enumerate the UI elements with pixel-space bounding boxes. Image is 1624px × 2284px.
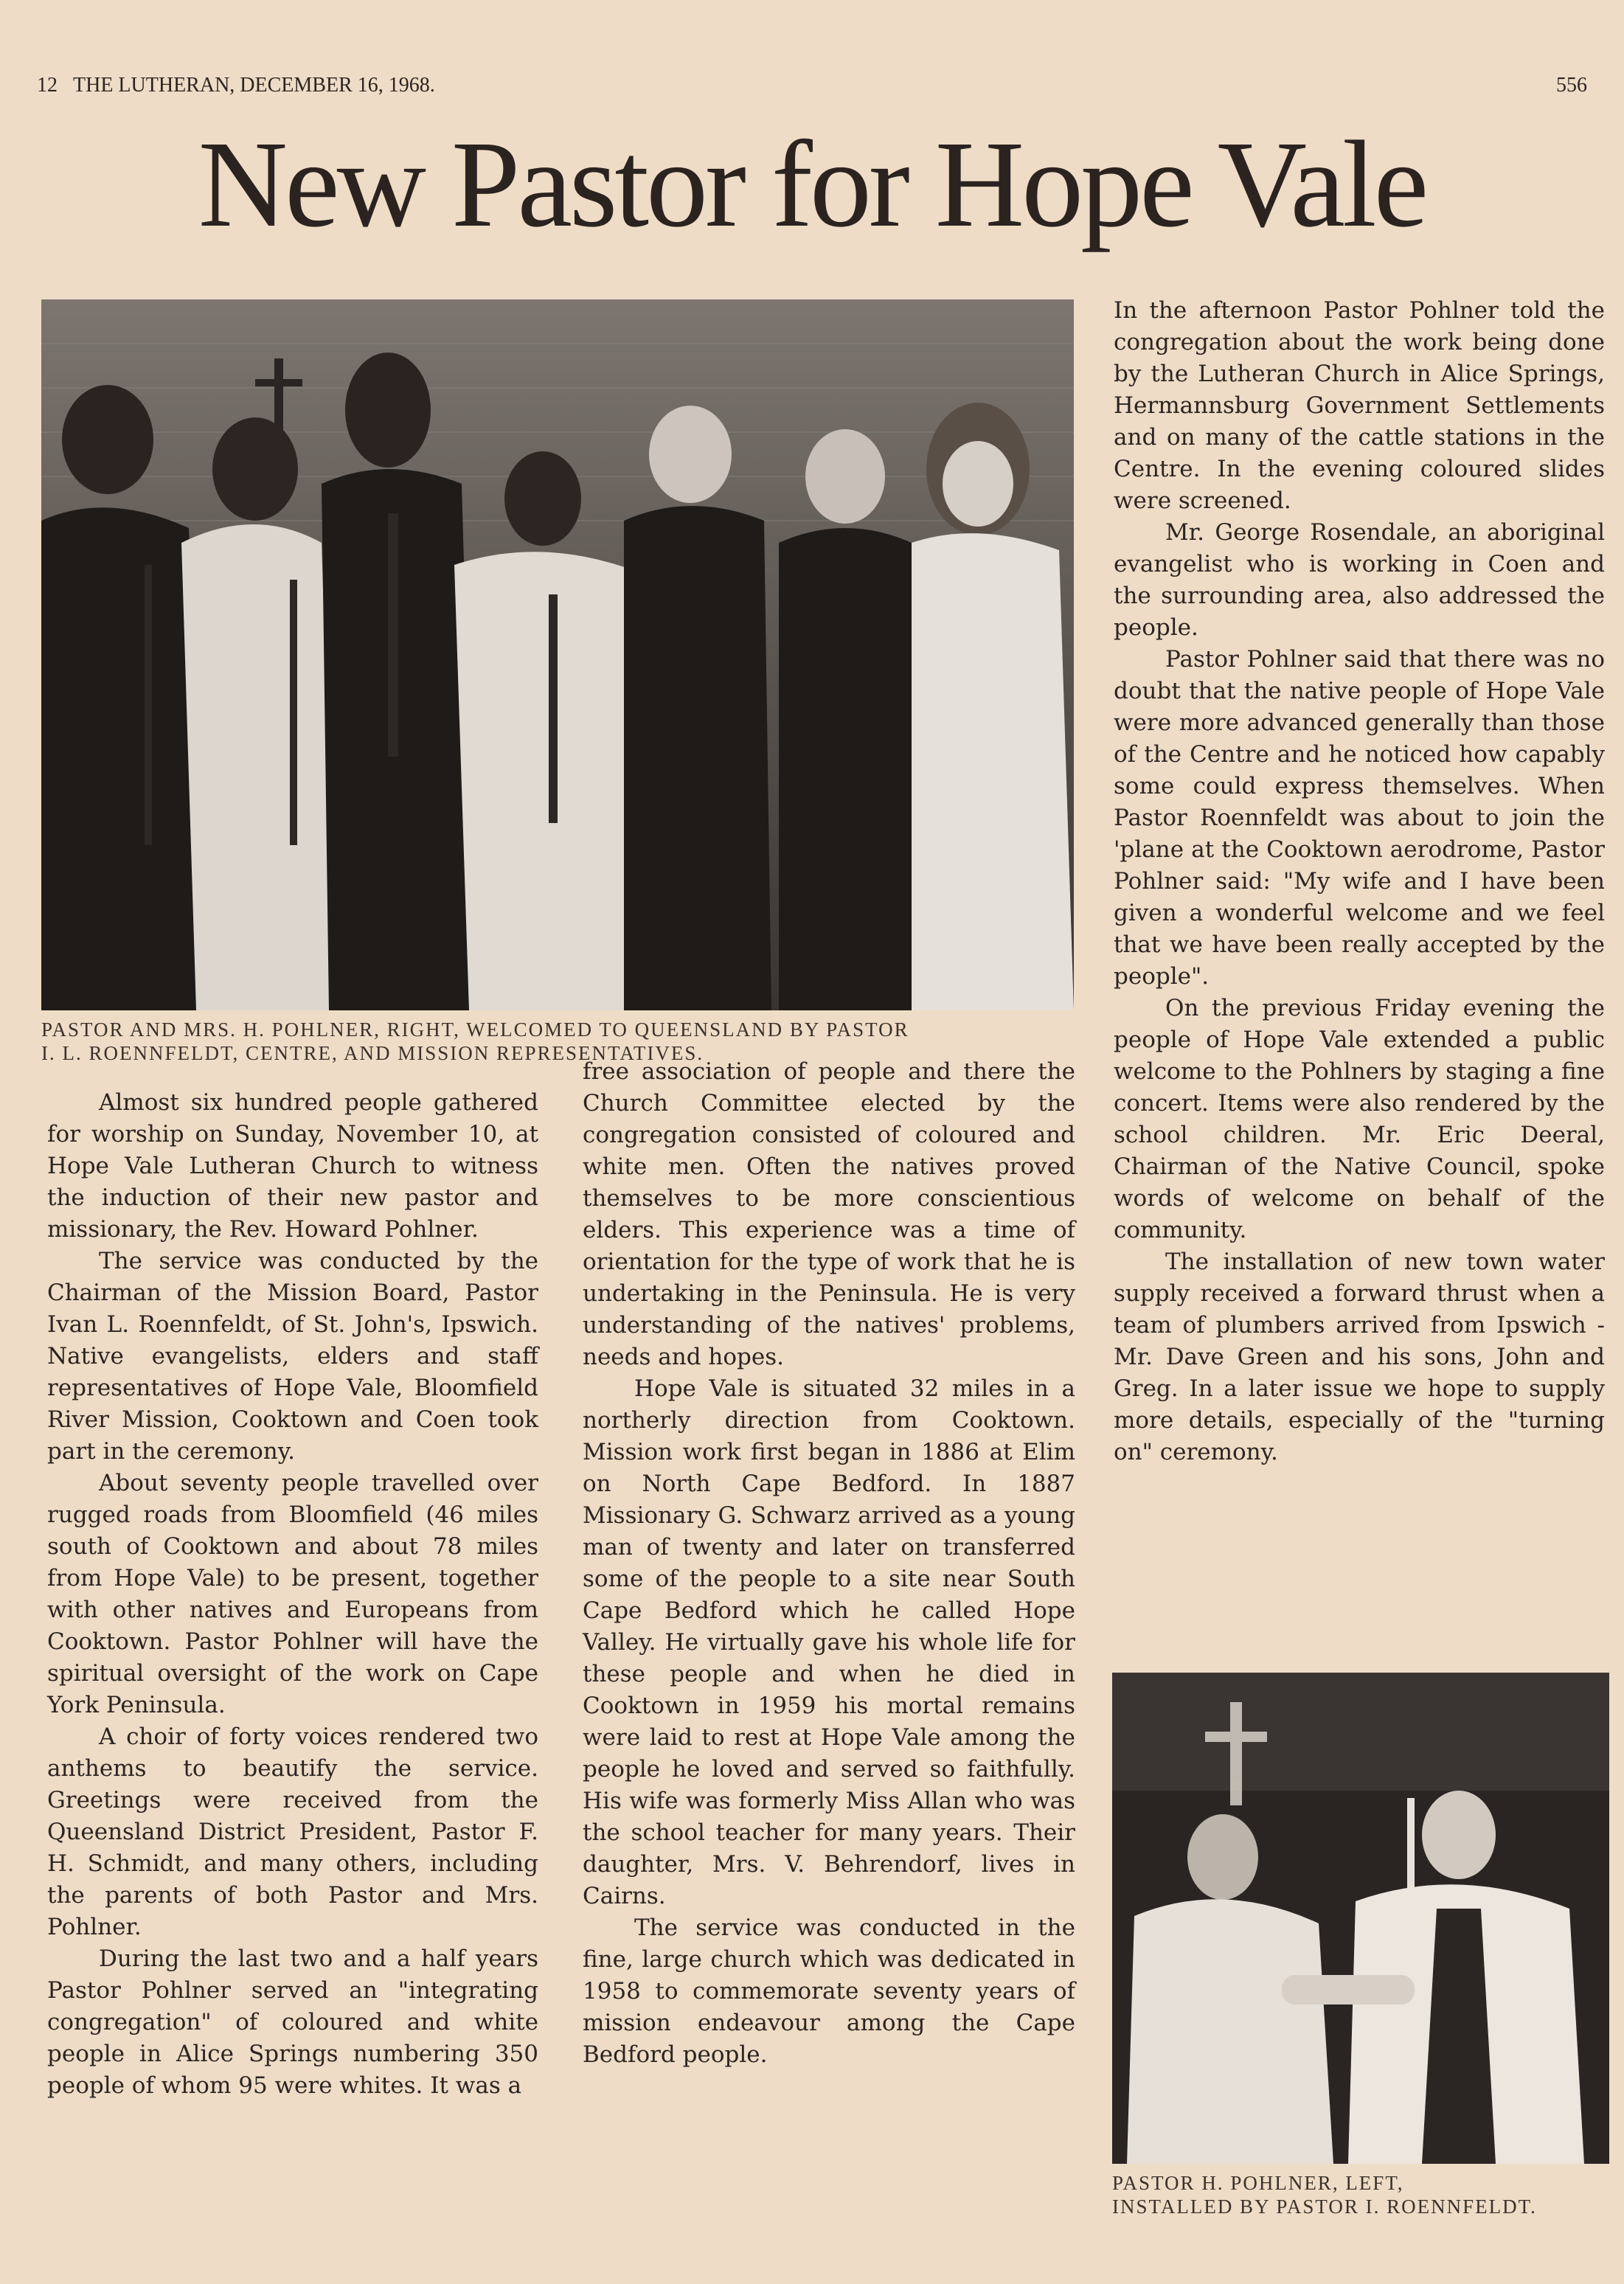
headline: New Pastor for Hope Vale — [198, 116, 1426, 253]
folio-number: 556 — [1556, 74, 1587, 97]
installation-caption-line1: PASTOR H. POHLNER, LEFT, — [1112, 2172, 1404, 2194]
article-paragraph: Hope Vale is situated 32 miles in a northerly direction from Cooktown. Mission work first began in 1886 at Elim on North Cape Bedford. In 1887 Missionary G. Schwarz arrived as a young man of twenty and later on transferred some of the people to a site near South Cape Bedford which he called Hope Valley. He virtually gave his whole life for these people and when he died in Cooktown in 1959 his mortal remains were laid to rest at Hope Vale among the people he loved and served so faithfully. His wife was formerly Miss Allan who was the school teacher for many years. Their daughter, Mrs. V. Behrendorf, lives in Cairns. — [583, 1375, 1075, 1909]
group-photo-caption-line2: I. L. ROENNFELDT, CENTRE, AND MISSION REPRESENTATIVES. — [41, 1042, 704, 1064]
article-paragraph: About seventy people travelled over rugged roads from Bloomfield (46 miles south of Cooktown and about 78 miles from Hope Vale) to be present, together with other natives and Europeans from Cooktown. Pastor Pohlner will have the spiritual oversight of the work on Cape York Peninsula. — [47, 1470, 538, 1718]
article-paragraph: A choir of forty voices rendered two anthems to beautify the service. Greetings were received from the Queensland District President, Pastor F. H. Schmidt, and many others, including the parents of both Pastor and Mrs. Pohlner. — [47, 1724, 538, 1940]
installation-photo-caption — [1112, 2171, 1609, 2218]
article-column-1 — [47, 1087, 538, 2102]
article-paragraph: The installation of new town water supply received a forward thrust when a team of plumbers arrived from Ipswich - Mr. Dave Green and his sons, John and Greg. In a later issue we hope to supply more details, especially of the "turning on" ceremony. — [1114, 1249, 1605, 1465]
page-number: 12 — [37, 74, 58, 97]
article-paragraph: The service was conducted by the Chairman of the Mission Board, Pastor Ivan L. Roennfeldt, of St. John's, Ipswich. Native evangelists, elders and staff representatives of Hope Vale, Bloomfield River Mission, Cooktown and Coen took part in the ceremony. — [47, 1248, 538, 1465]
running-header — [37, 74, 1587, 103]
installation-photo — [1112, 1673, 1609, 2164]
article-column-2 — [583, 1056, 1075, 2071]
installation-caption-line2: INSTALLED BY PASTOR I. ROENNFELDT. — [1112, 2196, 1537, 2218]
installation-photo-image — [1112, 1673, 1609, 2164]
article-paragraph: Mr. George Rosendale, an aboriginal evangelist who is working in Coen and the surrounding area, also addressed the people. — [1114, 519, 1605, 641]
article-paragraph: Pastor Pohlner said that there was no doubt that the native people of Hope Vale were more advanced generally than those of the Centre and he noticed how capably some could express themselves. When Pastor Roennfeldt was about to join the 'plane at the Cooktown aerodrome, Pastor Pohlner said: "My wife and I have been given a wonderful welcome and we feel that we have been really accepted by the people". — [1114, 646, 1605, 990]
article-column-3 — [1114, 295, 1605, 1468]
article-paragraph-continued: free association of people and there the Church Committee elected by the congregation consisted of coloured and white men. Often the natives proved themselves to be more conscientious elders. This experience was a time of orientation for the type of work that he is undertaking in the Peninsula. He is very understanding of the natives' problems, needs and hopes. — [583, 1058, 1075, 1370]
article-paragraph: Almost six hundred people gathered for worship on Sunday, November 10, at Hope Vale Lutheran Church to witness the induction of their new pastor and missionary, the Rev. Howard Pohlner. — [47, 1089, 538, 1243]
group-photo — [41, 299, 1074, 1010]
header-left — [37, 74, 435, 97]
article-paragraph: During the last two and a half years Pastor Pohlner served an "integrating congregation" of coloured and white people in Alice Springs numbering 350 people of whom 95 were whites. It was a — [47, 1945, 538, 2099]
article-paragraph: On the previous Friday evening the people of Hope Vale extended a public welcome to the Pohlners by staging a fine concert. Items were also rendered by the school children. Mr. Eric Deeral, Chairman of the Native Council, spoke words of welcome on behalf of the community. — [1114, 995, 1605, 1243]
publication-line: THE LUTHERAN, DECEMBER 16, 1968. — [73, 74, 435, 97]
group-photo-caption-line1: PASTOR AND MRS. H. POHLNER, RIGHT, WELCOMED TO QUEENSLAND BY PASTOR — [41, 1018, 909, 1041]
article-paragraph: The service was conducted in the fine, large church which was dedicated in 1958 to commemorate seventy years of mission endeavour among the Cape Bedford people. — [583, 1915, 1075, 2068]
group-photo-image — [41, 299, 1074, 1010]
article-paragraph-continued: In the afternoon Pastor Pohlner told the congregation about the work being done by the Lutheran Church in Alice Springs, Hermannsburg Government Settlements and on many of the cattle stations in the Centre. In the evening coloured slides were screened. — [1114, 297, 1605, 514]
